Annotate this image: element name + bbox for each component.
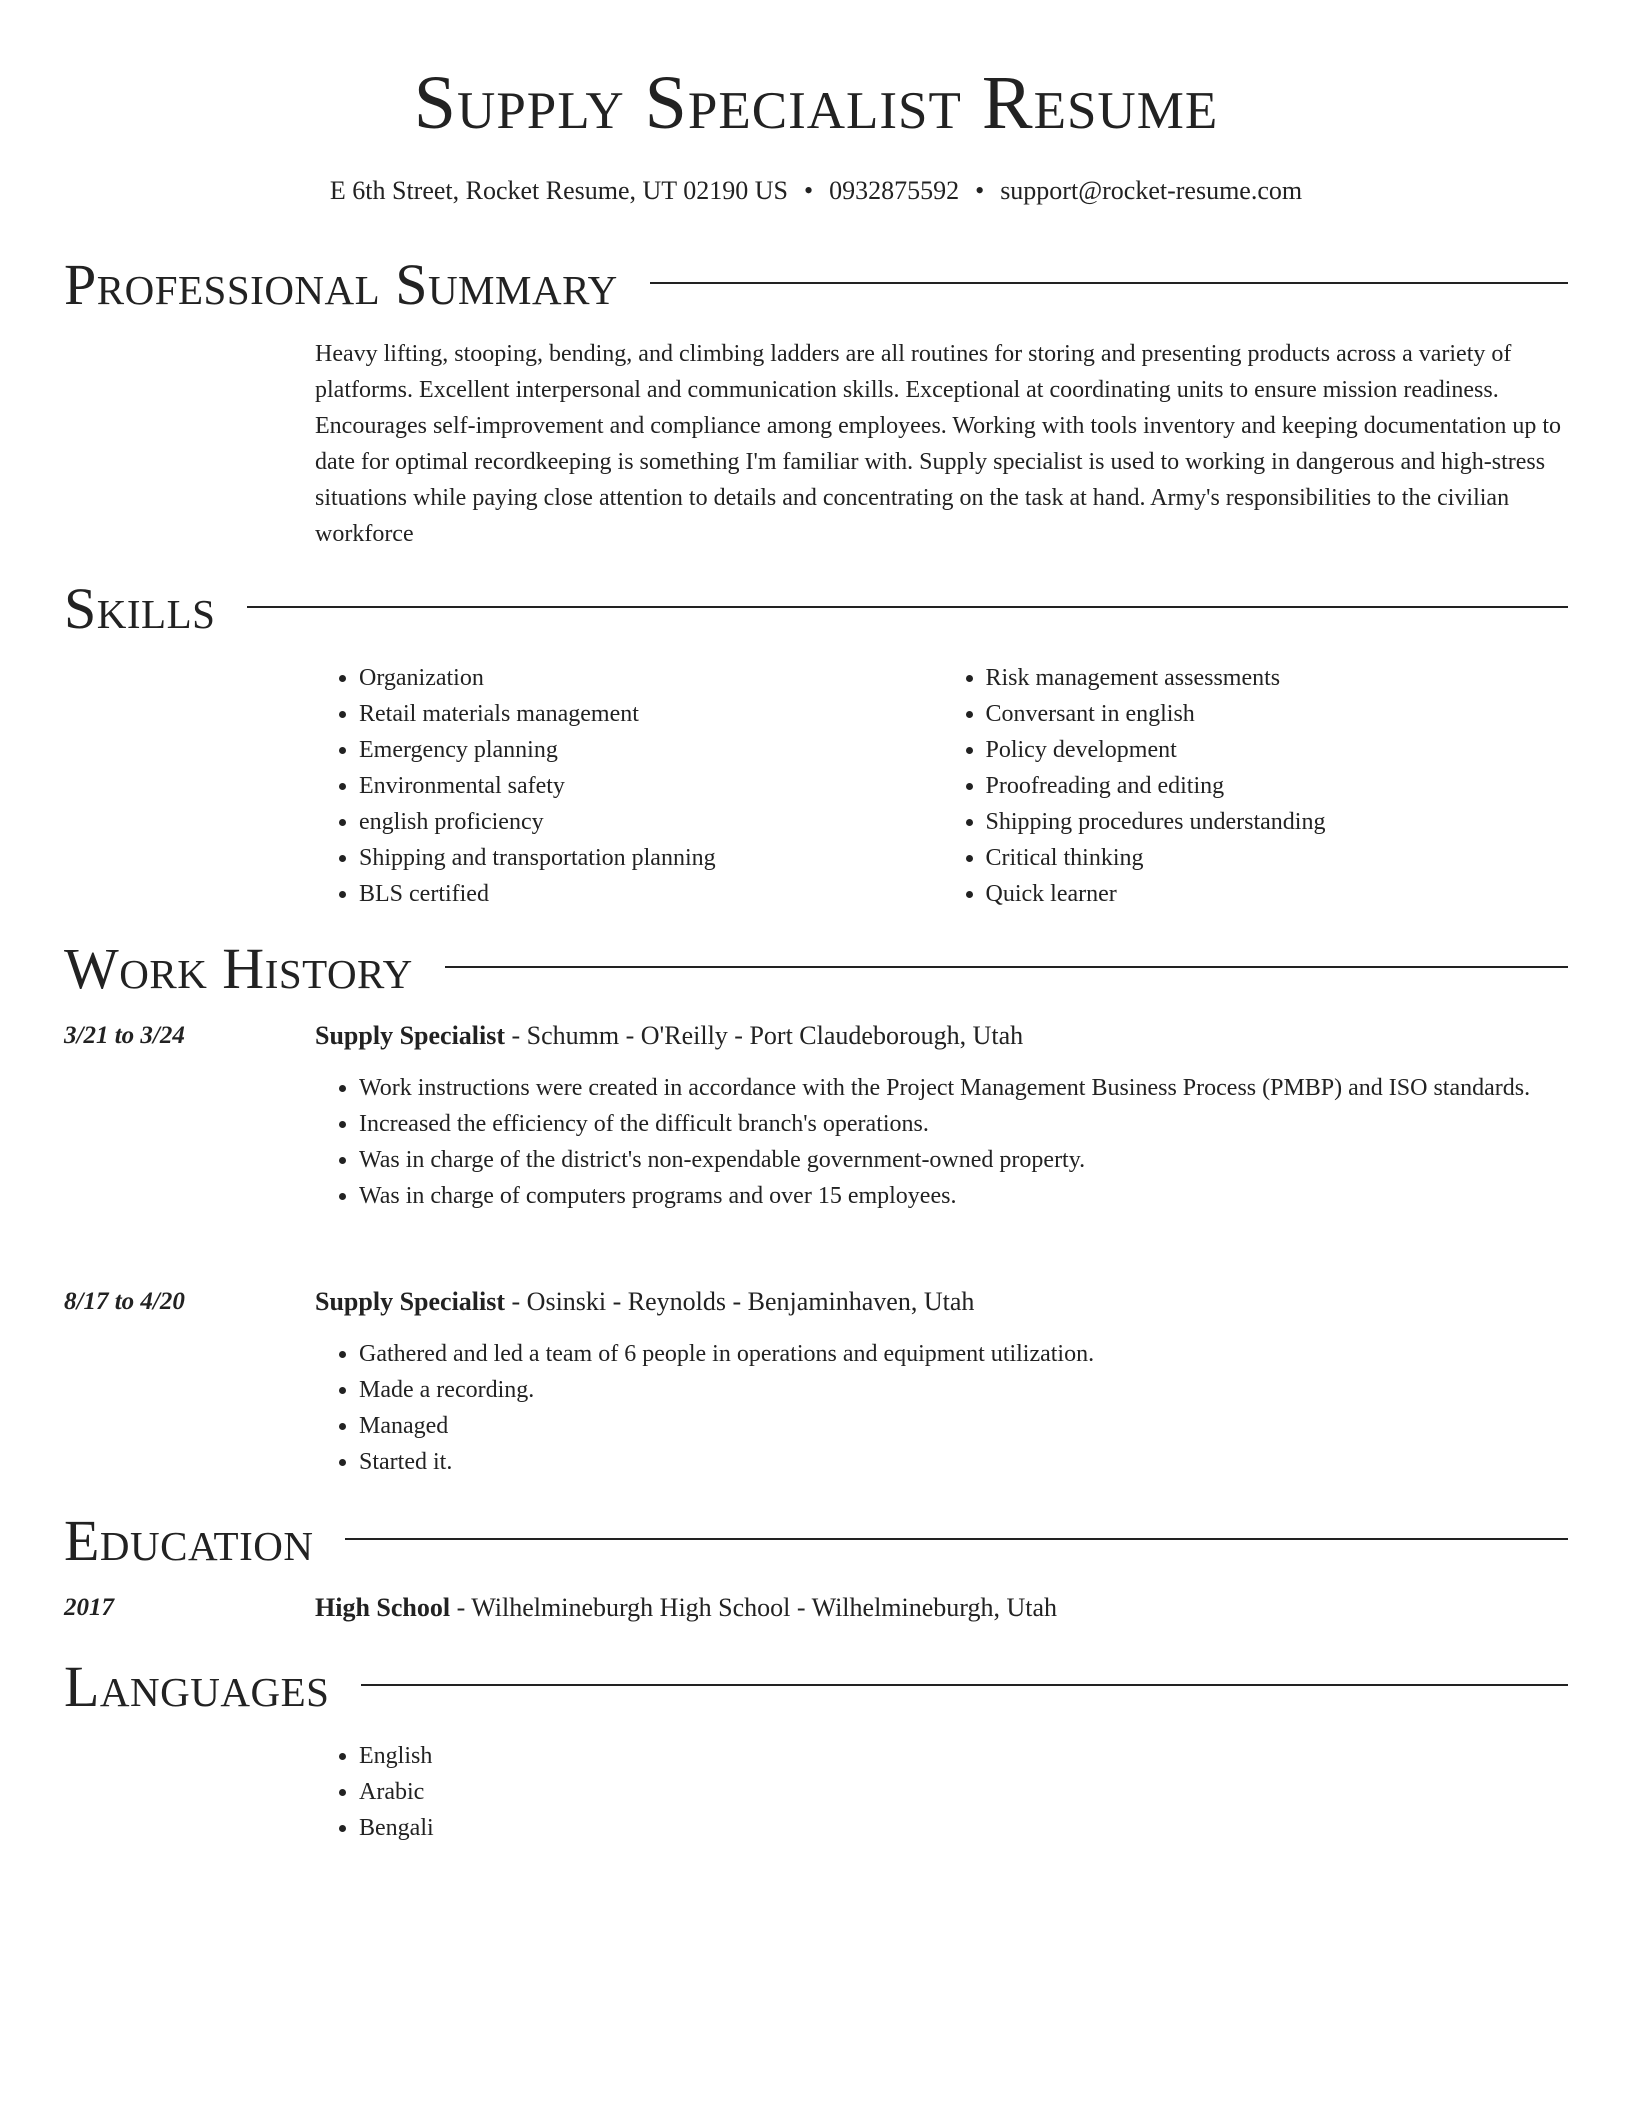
skill-item: • Quick learner: [986, 876, 1569, 912]
skill-item: • Policy development: [986, 732, 1569, 768]
job-title: Supply Specialist: [315, 1287, 506, 1316]
languages-content: [315, 1738, 1568, 1846]
job-bullet: • Was in charge of the district's non-expendable government-owned property.: [359, 1142, 1568, 1178]
education-year: 2017: [64, 1594, 114, 1621]
language-item: • English: [359, 1738, 1568, 1774]
summary-section-header: [64, 250, 1568, 320]
job-title-line: [315, 1284, 1568, 1320]
education-degree: High School: [315, 1593, 451, 1622]
skill-item: • Conversant in english: [986, 696, 1569, 732]
education-line: [315, 1590, 1568, 1626]
skill-item: • BLS certified: [359, 876, 942, 912]
languages-heading: Languages: [64, 1654, 330, 1719]
job-employer: - Osinski - Reynolds - Benjaminhaven, Utah: [505, 1287, 975, 1316]
skill-item: • english proficiency: [359, 804, 942, 840]
job-bullet: • Gathered and led a team of 6 people in operations and equipment utilization.: [359, 1336, 1568, 1372]
job-bullet: • Was in charge of computers programs and over 15 employees.: [359, 1178, 1568, 1214]
job-bullet: • Made a recording.: [359, 1372, 1568, 1408]
languages-list: [315, 1738, 1568, 1846]
work-section-header: [64, 934, 1568, 1004]
skill-item: • Retail materials management: [359, 696, 942, 732]
skill-item: • Environmental safety: [359, 768, 942, 804]
education-heading: Education: [64, 1508, 314, 1573]
work-heading: Work History: [64, 936, 413, 1001]
section-divider: [361, 1684, 1568, 1686]
education-entry: [315, 1590, 1568, 1626]
job-entry: [315, 1284, 1568, 1480]
skill-item: • Emergency planning: [359, 732, 942, 768]
skills-heading: Skills: [64, 576, 216, 641]
summary-text: Heavy lifting, stooping, bending, and climbing ladders are all routines for storing and presenting products across a variety of platforms. Excellent interpersonal and communication skills. Exceptional at coordinating units to ensure mission readiness. Encourages self-improvement and compliance among employees. Working with tools inventory and keeping documentation up to date for optimal recordkeeping is something I'm familiar with. Supply specialist is used to working in dangerous and high-stress situations while paying close attention to details and concentrating on the task at hand. Army's responsibilities to the civilian workforce: [315, 341, 1561, 547]
skill-item: • Shipping procedures understanding: [986, 804, 1569, 840]
summary-content: [315, 336, 1568, 552]
section-divider: [445, 966, 1568, 968]
skills-column-right: [942, 660, 1569, 912]
section-divider: [650, 282, 1568, 284]
contact-separator: •: [975, 176, 985, 205]
skill-item: • Organization: [359, 660, 942, 696]
job-bullet: • Managed: [359, 1408, 1568, 1444]
contact-phone: 0932875592: [829, 176, 960, 205]
job-bullets: [315, 1070, 1568, 1214]
section-divider: [345, 1538, 1568, 1540]
job-bullet: • Started it.: [359, 1444, 1568, 1480]
job-title-line: [315, 1018, 1568, 1054]
contact-separator: •: [803, 176, 814, 205]
job-dates: 8/17 to 4/20: [64, 1288, 185, 1315]
skill-item: • Risk management assessments: [986, 660, 1569, 696]
job-employer: - Schumm - O'Reilly - Port Claudeborough, Utah: [505, 1021, 1024, 1050]
contact-email: support@rocket-resume.com: [1000, 176, 1303, 205]
skills-list: [315, 660, 1568, 912]
job-dates: 3/21 to 3/24: [64, 1022, 185, 1049]
job-title: Supply Specialist: [315, 1021, 506, 1050]
job-bullet: • Increased the efficiency of the difficult branch's operations.: [359, 1106, 1568, 1142]
summary-heading: Professional Summary: [64, 252, 618, 317]
languages-section-header: [64, 1652, 1568, 1722]
job-bullet: • Work instructions were created in accordance with the Project Management Business Process (PMBP) and ISO standards.: [359, 1070, 1568, 1106]
contact-line: [0, 174, 1632, 208]
job-bullets: [315, 1336, 1568, 1480]
skills-column-left: [315, 660, 942, 912]
job-entry: [315, 1018, 1568, 1214]
skills-section-header: [64, 574, 1568, 644]
language-item: • Arabic: [359, 1774, 1568, 1810]
language-item: • Bengali: [359, 1810, 1568, 1846]
education-school: - Wilhelmineburgh High School - Wilhelmineburgh, Utah: [450, 1593, 1058, 1622]
resume-title: Supply Specialist Resume: [413, 61, 1219, 145]
skill-item: • Critical thinking: [986, 840, 1569, 876]
contact-address: E 6th Street, Rocket Resume, UT 02190 US: [329, 176, 788, 205]
section-divider: [247, 606, 1568, 608]
skill-item: • Shipping and transportation planning: [359, 840, 942, 876]
education-section-header: [64, 1506, 1568, 1576]
skill-item: • Proofreading and editing: [986, 768, 1569, 804]
